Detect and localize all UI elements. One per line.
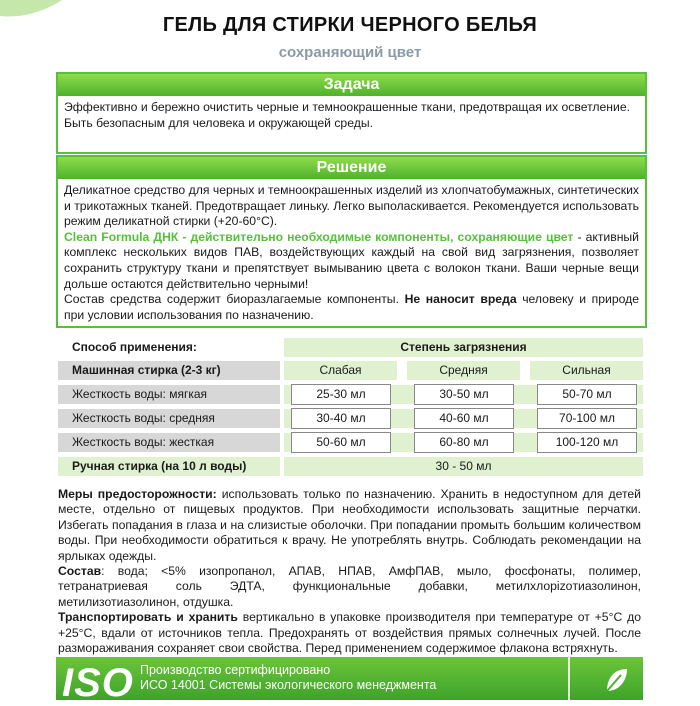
footer-line-1: Производство сертифицировано	[140, 663, 331, 677]
footer-line-2: ИСО 14001 Системы экологического менеджмента	[140, 678, 437, 692]
level-medium: Средняя	[407, 361, 520, 380]
dosage-cell: 50-70 мл	[537, 384, 637, 405]
solution-paragraph-3-end: человеку и природе при условии использования по назначению.	[64, 292, 640, 322]
row-label: Жесткость воды: мягкая	[58, 385, 280, 404]
storage-label: Транспортировать и хранить	[58, 610, 238, 625]
hand-wash-value: 30 - 50 мл	[284, 457, 643, 476]
solution-section	[56, 155, 647, 328]
dosage-cell: 50-60 мл	[291, 432, 391, 453]
machine-wash-label: Машинная стирка (2-3 кг)	[58, 361, 280, 380]
dosage-cell: 40-60 мл	[414, 408, 514, 429]
table-row	[58, 409, 643, 428]
certification-footer	[56, 657, 643, 705]
storage-text: вертикально в упаковке производителя при температуре от +5°С до +25°С, вдали от источников тепла. Предохранять от воздействия прямых солнечных лучей. После размораживания сохраняет свои свойства. Перед применением содержимое флакона встряхнуть.	[58, 610, 641, 656]
level-heavy: Сильная	[530, 361, 643, 380]
solution-paragraph-3	[64, 292, 639, 323]
method-label: Способ применения:	[72, 340, 197, 354]
dosage-cell: 30-50 мл	[414, 384, 514, 405]
solution-paragraph-2	[64, 230, 639, 292]
product-title: ГЕЛЬ ДЛЯ СТИРКИ ЧЕРНОГО БЕЛЬЯ	[162, 14, 538, 36]
precautions-paragraph	[58, 487, 641, 564]
iso-logo: ISO	[62, 661, 134, 705]
task-heading: Задача	[58, 74, 645, 96]
dosage-cell: 100-120 мл	[537, 432, 637, 453]
solution-paragraph-1: Деликатное средство для черных и темноокрашенных изделий из хлопчатобумажных, синтетических и трикотажных тканей. Предотвращает линьку. Легко выполаскивается. Рекомендуется использовать режим деликатной стирки (+20-60°С).	[64, 183, 639, 229]
composition-label: Состав	[58, 564, 102, 579]
row-label: Жесткость воды: средняя	[58, 409, 280, 428]
task-section	[56, 72, 647, 154]
precautions-label: Меры предосторожности:	[58, 487, 217, 501]
level-light: Слабая	[284, 361, 397, 380]
leaf-icon	[601, 665, 631, 695]
info-section	[58, 487, 641, 656]
precautions-text: использовать только по назначению. Хранить в недоступном для детей месте, отдельно от пищевых продуктов. При необходимости использовать защитные перчатки. Избегать попадания в глаза и на слизистые оболочки. При попадании промыть большим количеством воды. При необходимости обратиться к врачу. Не употреблять внутрь. Соблюдать рекомендации на ярлыках одежды.	[58, 487, 641, 563]
hand-wash-label: Ручная стирка (на 10 л воды)	[58, 457, 280, 476]
product-subtitle: сохраняющий цвет	[278, 44, 422, 61]
clean-formula-text: Clean Formula ДНК - действительно необходимые компоненты, сохраняющие цвет	[64, 229, 574, 244]
dosage-cell: 60-80 мл	[414, 432, 514, 453]
solution-paragraph-2-rest: - активный комплекс нескольких видов ПАВ, воздействующих каждый на свой вид загрязнения, позволяет сохранить структуру ткани и препятствует вымыванию цвета с волокон ткани. Ваши черные вещи дольше остаются действительно черными!	[64, 229, 639, 291]
dosage-cell: 30-40 мл	[291, 408, 391, 429]
dosage-cell: 25-30 мл	[291, 384, 391, 405]
solution-paragraph-3-start: Состав средства содержит биоразлагаемые компоненты.	[64, 292, 405, 307]
table-row	[58, 433, 643, 452]
row-label: Жесткость воды: жесткая	[58, 433, 280, 452]
composition-text: : вода; <5% изопропанол, АПАВ, НПАВ, АмфПАВ, мыло, фосфонаты, полимер, тетранатриевая соль ЭДТА, функциональные добавки, метилхлорizoтиазолинон, метилизотиазолинон, отдушка.	[58, 564, 641, 609]
degree-label: Степень загрязнения	[284, 338, 643, 357]
storage-paragraph	[58, 610, 641, 656]
task-paragraph-1: Эффективно и бережно очистить черные и темноокрашенные ткани, предотвращая их осветление.	[64, 100, 631, 114]
footer-divider	[568, 657, 570, 700]
dosage-cell: 70-100 мл	[537, 408, 637, 429]
solution-paragraph-3-bold: Не наносит вреда	[404, 292, 517, 307]
table-row	[58, 385, 643, 404]
task-paragraph-2: Быть безопасным для человека и окружающей среды.	[64, 115, 373, 130]
solution-heading: Решение	[58, 157, 645, 179]
composition-paragraph	[58, 564, 641, 610]
